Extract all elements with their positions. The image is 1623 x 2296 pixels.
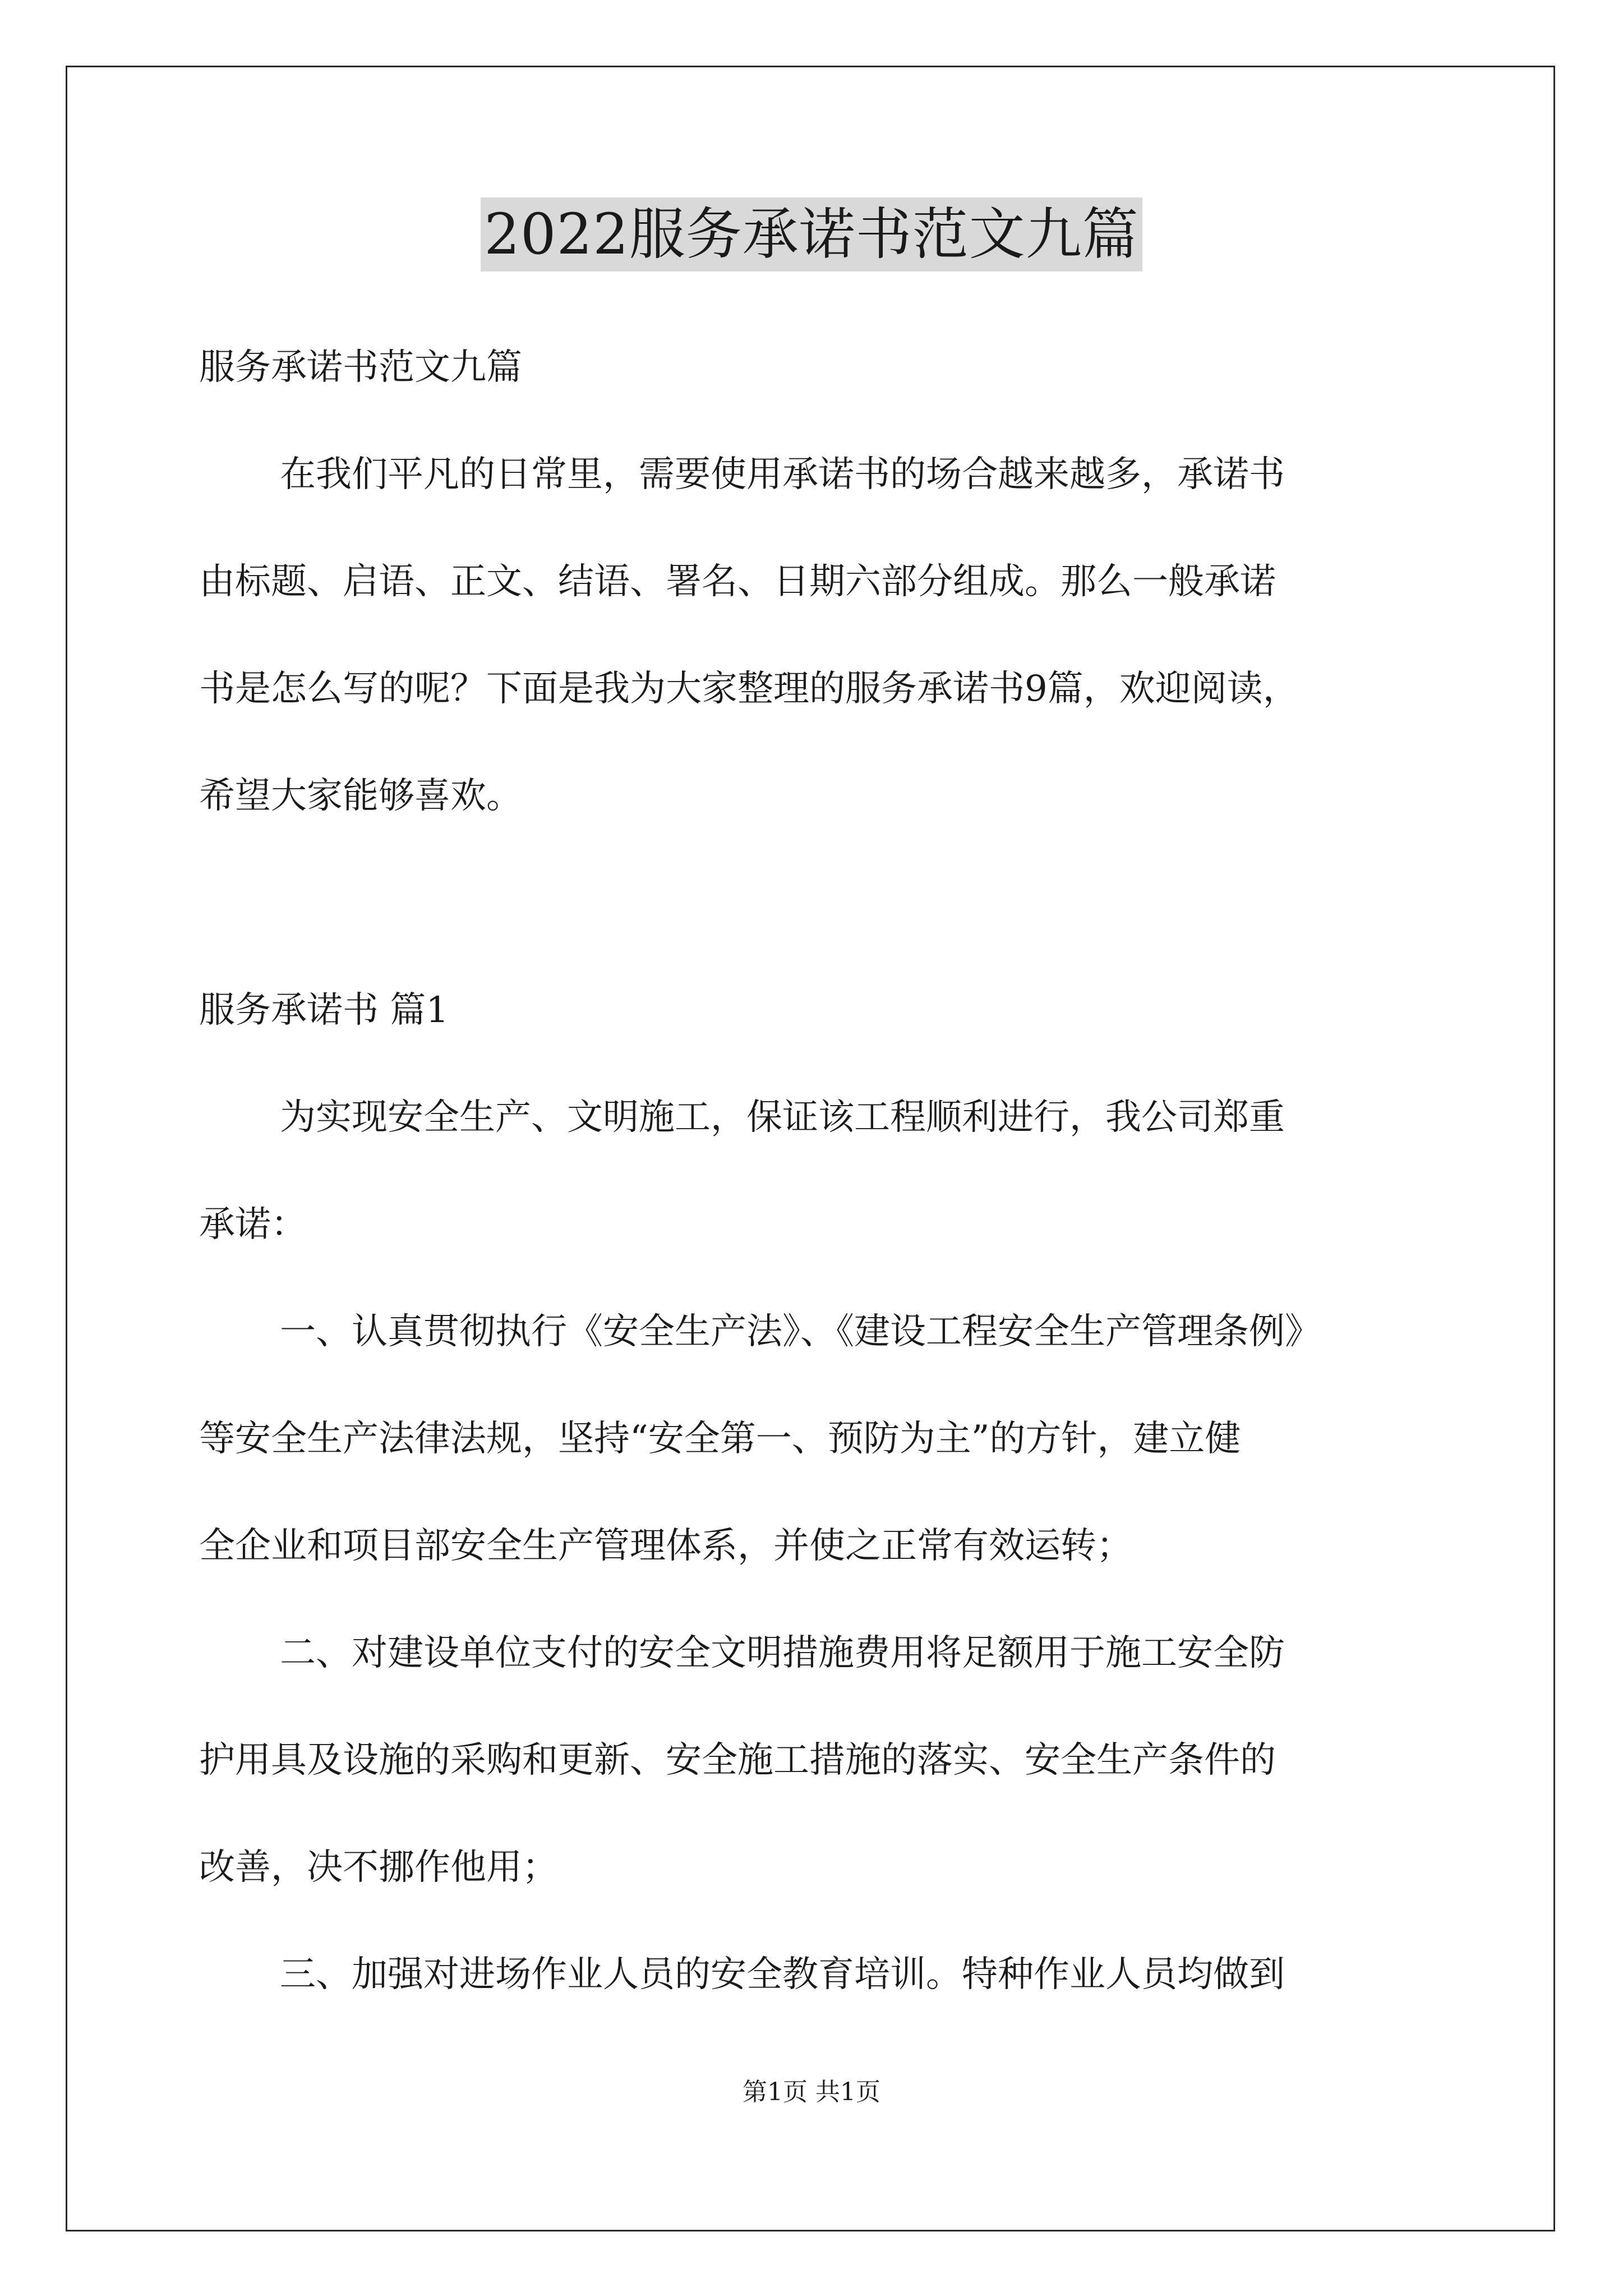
page-number: 第1页 共1页 xyxy=(743,2078,880,2106)
intro-line: 由标题、启语、正文、结语、署名、日期六部分组成。那么一般承诺 xyxy=(199,561,1276,602)
document-body xyxy=(199,314,1433,2028)
intro-line: 书是怎么写的呢？下面是我为大家整理的服务承诺书9篇，欢迎阅读， xyxy=(199,668,1299,710)
body-line: 改善，决不挪作他用； xyxy=(199,1847,558,1888)
page-footer xyxy=(0,2076,1623,2109)
body-line: 全企业和项目部安全生产管理体系，并使之正常有效运转； xyxy=(199,1525,1132,1567)
body-line: 为实现安全生产、文明施工，保证该工程顺利进行，我公司郑重 xyxy=(280,1097,1285,1138)
document-title: 2022服务承诺书范文九篇 xyxy=(481,197,1142,272)
document-subtitle: 服务承诺书范文九篇 xyxy=(199,347,522,388)
body-line: 等安全生产法律法规，坚持“安全第一、预防为主”的方针，建立健 xyxy=(199,1418,1241,1460)
intro-line: 希望大家能够喜欢。 xyxy=(199,775,522,817)
body-line: 三、加强对进场作业人员的安全教育培训。特种作业人员均做到 xyxy=(280,1954,1285,1995)
body-line: 二、对建设单位支付的安全文明措施费用将足额用于施工安全防 xyxy=(280,1632,1285,1674)
intro-line: 在我们平凡的日常里，需要使用承诺书的场合越来越多，承诺书 xyxy=(280,454,1285,495)
body-line: 护用具及设施的采购和更新、安全施工措施的落实、安全生产条件的 xyxy=(199,1740,1276,1781)
section-heading: 服务承诺书 篇1 xyxy=(199,990,449,1031)
blank-line xyxy=(199,850,1433,957)
body-line: 承诺： xyxy=(199,1204,307,1245)
body-line: 一、认真贯彻执行《安全生产法》、《建设工程安全生产管理条例》 xyxy=(280,1311,1321,1352)
title-container xyxy=(0,197,1623,272)
